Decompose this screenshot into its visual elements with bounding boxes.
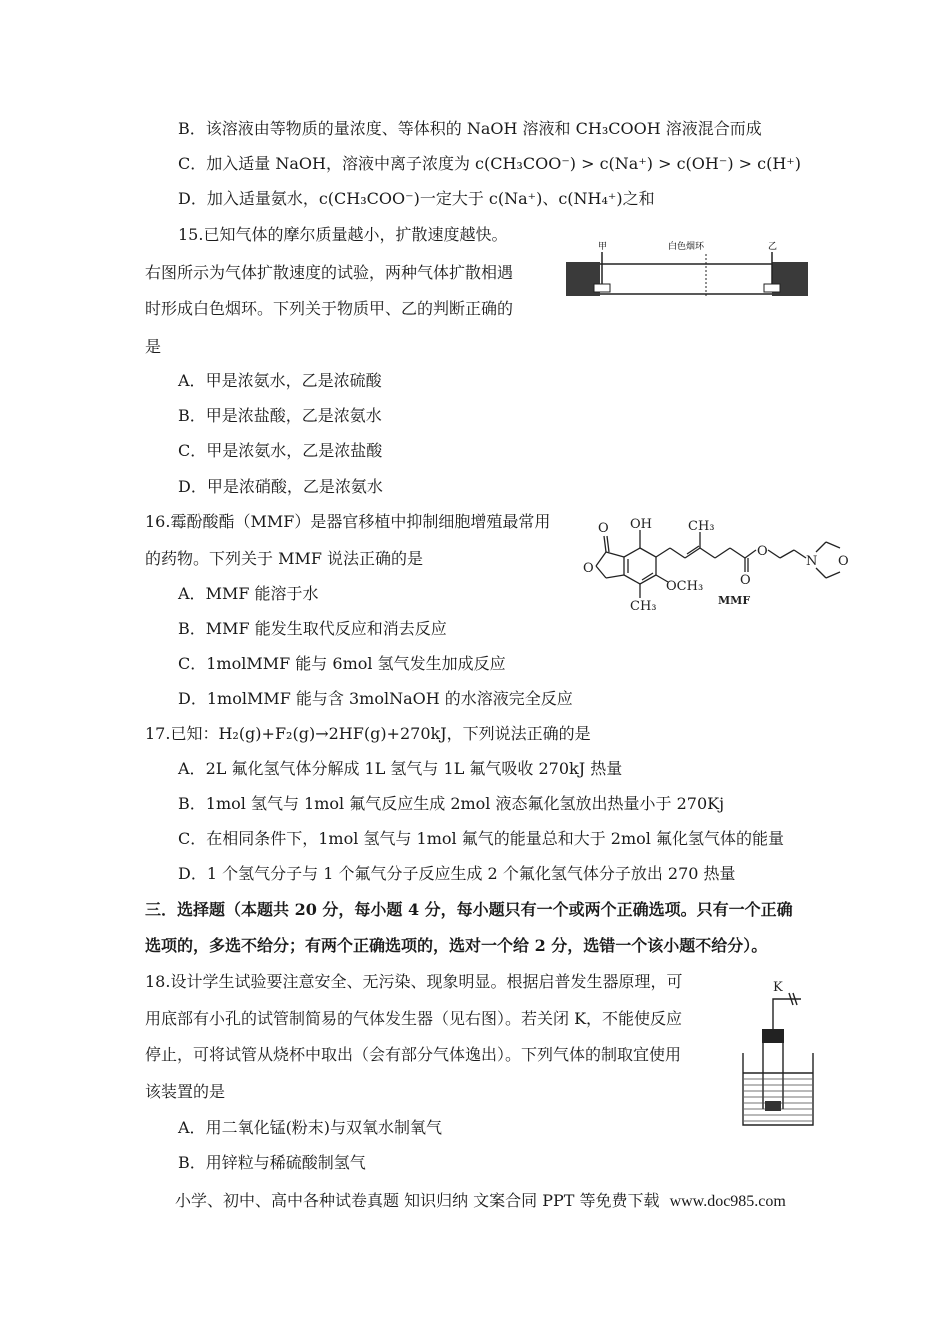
label-white-smoke-ring: 白色烟环 — [668, 242, 705, 252]
morpholine-n: N — [806, 554, 818, 569]
mmf-structure-figure — [570, 512, 850, 614]
option-text: 加入适量 NaOH，溶液中离子浓度为 c(CH₃COO⁻) > c(Na⁺) > c(OH⁻) > c(H⁺) — [206, 154, 801, 173]
option-label: C． — [178, 654, 207, 673]
option-text: 甲是浓盐酸，乙是浓氨水 — [205, 406, 382, 425]
q17-option-c — [178, 828, 784, 850]
option-label: B． — [178, 619, 206, 638]
q18-option-b — [178, 1152, 366, 1174]
option-text: 1mol 氢气与 1mol 氟气反应生成 2mol 液态氟化氢放出热量小于 270Kj — [205, 794, 725, 813]
option-label: B． — [178, 119, 206, 138]
option-text: MMF 能发生取代反应和消去反应 — [205, 619, 447, 638]
q15-option-a — [178, 370, 382, 392]
stopper — [762, 1029, 784, 1043]
q18-stem-line-1: 18.设计学生试验要注意安全、无污染、现象明显。根据启普发生器原理，可 — [145, 972, 683, 991]
footer-url[interactable]: www.doc985.com — [669, 1193, 786, 1210]
option-text: 在相同条件下，1mol 氢气与 1mol 氟气的能量总和大于 2mol 氟化氢气体的能量 — [206, 829, 784, 848]
hydroxyl-label: OH — [630, 517, 652, 532]
lactone-carbonyl-o: O — [598, 521, 609, 536]
section-3-header-line-1: 三．选择题（本题共 20 分，每小题 4 分，每小题只有一个或两个正确选项。只有一个正确 — [145, 900, 793, 919]
option-label: D． — [178, 864, 207, 883]
ester-oxygen-o: O — [757, 544, 768, 559]
option-label: D． — [178, 477, 207, 496]
q18-stem-line-4: 该装置的是 — [145, 1082, 226, 1101]
option-label: A． — [178, 371, 206, 390]
solid-reactant — [765, 1101, 781, 1111]
q15-option-b — [178, 405, 382, 427]
option-text: 2L 氟化氢气体分解成 1L 氢气与 1L 氟气吸收 270kJ 热量 — [205, 759, 623, 778]
morpholine-o: O — [838, 554, 849, 569]
lactone-ring-o: O — [583, 561, 594, 576]
option-text: 加入适量氨水，c(CH₃COO⁻)一定大于 c(Na⁺)、c(NH₄⁺)之和 — [206, 189, 655, 208]
option-label: B． — [178, 1153, 206, 1172]
q17-option-d — [178, 863, 736, 885]
q16-stem-line-2: 的药物。下列关于 MMF 说法正确的是 — [145, 549, 424, 568]
option-label: C． — [178, 829, 207, 848]
methoxy-label: OCH₃ — [666, 579, 704, 594]
q15-option-c — [178, 440, 382, 462]
label-jia: 甲 — [598, 242, 608, 252]
label-yi: 乙 — [768, 242, 778, 252]
left-cotton — [594, 284, 610, 292]
q17-option-b — [178, 793, 724, 815]
q16-option-c — [178, 653, 506, 675]
ester-carbonyl-o: O — [740, 573, 751, 588]
methyl-bottom-label: CH₃ — [630, 599, 657, 614]
option-text: 甲是浓氨水，乙是浓盐酸 — [206, 441, 383, 460]
option-text: 用二氧化锰(粉末)与双氧水制氧气 — [205, 1118, 443, 1137]
q16-stem-line-1: 16.霉酚酸酯（MMF）是器官移植中抑制细胞增殖最常用 — [145, 512, 551, 531]
option-text: MMF 能溶于水 — [205, 584, 319, 603]
option-label: B． — [178, 406, 206, 425]
q16-option-d — [178, 688, 573, 710]
q14-option-d — [178, 188, 655, 210]
option-text: 该溶液由等物质的量浓度、等体积的 NaOH 溶液和 CH₃COOH 溶液混合而成 — [205, 119, 762, 138]
valve-k-label: K — [773, 980, 783, 995]
option-text: 用锌粒与稀硫酸制氢气 — [205, 1153, 366, 1172]
gas-diffusion-tube-figure — [562, 236, 812, 302]
option-text: 甲是浓氨水，乙是浓硫酸 — [205, 371, 382, 390]
footer-text: 小学、初中、高中各种试卷真题 知识归纳 文案合同 PPT 等免费下载 — [175, 1191, 660, 1210]
page-footer — [175, 1190, 786, 1213]
option-label: D． — [178, 189, 207, 208]
gas-generator-figure — [735, 975, 825, 1130]
option-label: B． — [178, 794, 206, 813]
section-3-header-line-2: 选项的，多选不给分；有两个正确选项的，选对一个给 2 分，选错一个该小题不给分）。 — [145, 936, 768, 955]
option-label: A． — [178, 1118, 206, 1137]
q18-option-a — [178, 1117, 442, 1139]
option-label: D． — [178, 689, 207, 708]
option-label: A． — [178, 584, 206, 603]
q16-option-a — [178, 583, 319, 605]
option-text: 甲是浓硝酸，乙是浓氨水 — [206, 477, 383, 496]
q15-stem-line-3: 时形成白色烟环。下列关于物质甲、乙的判断正确的 — [145, 299, 514, 318]
q17-stem: 17.已知：H₂(g)+F₂(g)→2HF(g)+270kJ，下列说法正确的是 — [145, 724, 591, 743]
option-label: A． — [178, 759, 206, 778]
q15-stem-line-4: 是 — [145, 337, 162, 356]
mmf-label: MMF — [718, 594, 751, 607]
option-text: 1molMMF 能与含 3molNaOH 的水溶液完全反应 — [206, 689, 573, 708]
option-text: 1 个氢气分子与 1 个氟气分子反应生成 2 个氟化氢气体分子放出 270 热量 — [206, 864, 736, 883]
q14-option-b — [178, 118, 762, 140]
q17-option-a — [178, 758, 622, 780]
option-label: C． — [178, 441, 207, 460]
q16-option-b — [178, 618, 447, 640]
q15-stem-line-2: 右图所示为气体扩散速度的试验，两种气体扩散相遇 — [145, 263, 514, 282]
methyl-top-label: CH₃ — [688, 519, 715, 534]
option-label: C． — [178, 154, 207, 173]
q15-stem-line-1: 15.已知气体的摩尔质量越小，扩散速度越快。 — [178, 225, 508, 244]
q18-stem-line-2: 用底部有小孔的试管制简易的气体发生器（见右图）。若关闭 K，不能使反应 — [145, 1009, 683, 1028]
q15-option-d — [178, 476, 383, 498]
q14-option-c — [178, 153, 801, 175]
right-cotton — [764, 284, 780, 292]
option-text: 1molMMF 能与 6mol 氢气发生加成反应 — [206, 654, 506, 673]
q18-stem-line-3: 停止，可将试管从烧杯中取出（会有部分气体逸出）。下列气体的制取宜使用 — [145, 1045, 682, 1064]
